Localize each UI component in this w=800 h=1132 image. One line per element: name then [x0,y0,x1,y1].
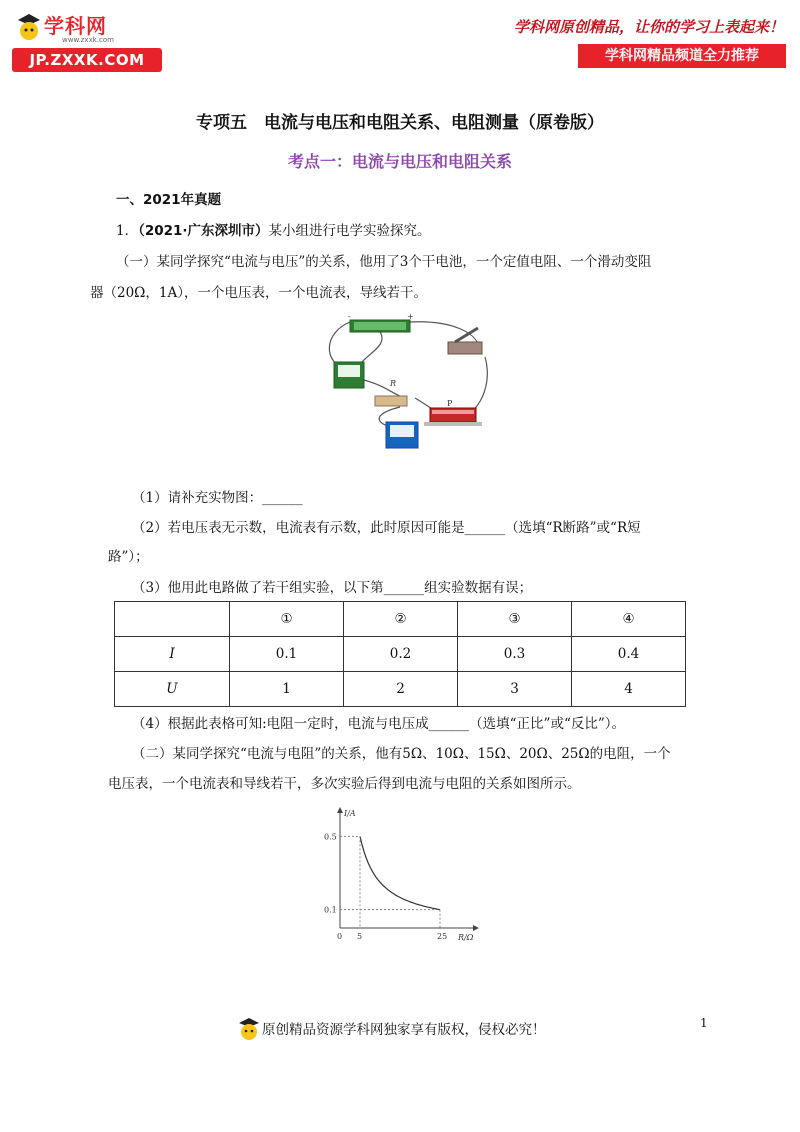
table-cell: 0.2 [344,637,458,672]
part-2-line-1: （二）某同学探究“电流与电阻”的关系，他有5Ω、10Ω、15Ω、20Ω、25Ω的电阻，一个 [132,746,671,762]
question-number: 1． [116,223,139,239]
question-1-2-line-2: 路”）； [108,549,149,565]
battery-plus-label: + [407,312,414,321]
table-cell: 2 [344,672,458,707]
part-1-line-2: 器（20Ω，1A），一个电压表，一个电流表，导线若干。 [90,285,427,301]
x-tick-label: 25 [437,932,448,941]
x-tick-label: 0 [337,932,343,941]
resistor-icon [375,379,407,406]
mascot-icon [238,1016,260,1042]
ammeter-icon [386,422,418,448]
table-cell: 4 [572,672,686,707]
table-header-cell: ② [344,602,458,637]
footer-mascot [238,1016,260,1046]
table-cell: 0.1 [230,637,344,672]
y-axis-label: I/A [344,809,356,818]
table-cell: 0.4 [572,637,686,672]
header-slogan: 学科网原创精品，让你的学习上表起来！ [513,18,784,36]
part-1-line-1: （一）某同学探究“电流与电压”的关系，他用了3个干电池，一个定值电阻、一个滑动变阻 [116,254,652,270]
circuit-diagram [320,312,496,456]
table-header-cell: ① [230,602,344,637]
table-header-row [115,602,686,637]
section-heading: 一、2021年真题 [116,192,222,208]
battery-minus-label: - [348,312,351,321]
data-table [114,601,686,707]
table-row [115,672,686,707]
x-tick-label: 5 [357,932,363,941]
table-cell: 1 [230,672,344,707]
table-cell: 3 [458,672,572,707]
logo [12,10,162,72]
table-header-cell [115,602,230,637]
table-cell: 0.3 [458,637,572,672]
table-header-cell: ④ [572,602,686,637]
question-1-2-line-1: （2）若电压表无示数，电流表有示数，此时原因可能是______（选填“R断路”或“R短 [132,520,641,536]
page-number: 1 [700,1016,708,1030]
resistor-label: R [390,379,397,388]
section-subtitle: 考点一：电流与电压和电阻关系 [287,152,512,171]
question-text: 某小组进行电学实验探究。 [268,223,431,239]
question-1-stem [116,221,431,241]
footer-copyright: 原创精品资源学科网独家享有版权，侵权必究！ [262,1022,546,1038]
question-1-4: （4）根据此表格可知:电阻一定时，电流与电压成______（选填“正比”或“反比”）。 [132,716,625,732]
question-source: （2021·广东深圳市） [138,223,269,239]
header-channel-banner: 学科网精品频道全力推荐 [578,44,786,68]
question-1-1: （1）请补充实物图：______ [132,490,303,506]
x-axis-label: R/Ω [458,933,474,942]
logo-subtext: www.zxxk.com [62,36,114,44]
table-row [115,637,686,672]
current-curve [360,836,440,909]
mascot-icon [16,12,42,44]
logo-url[interactable]: JP.ZXXK.COM [12,48,162,72]
table-row-label: U [115,672,230,707]
table-row-label: I [115,637,230,672]
rheostat-icon [424,399,482,426]
voltmeter-icon [334,362,364,388]
question-1-3: （3）他用此电路做了若干组实验，以下第______组实验数据有误； [132,580,533,596]
table-header-cell: ③ [458,602,572,637]
current-resistance-chart [318,802,490,946]
logo-text: 学科网 [44,14,107,38]
y-tick-label: 0.5 [324,832,337,842]
part-2-line-2: 电压表，一个电流表和导线若干，多次实验后得到电流与电阻的关系如图所示。 [108,776,581,792]
battery-icon [348,312,414,332]
y-tick-label: 0.1 [324,905,337,915]
page-title: 专项五 电流与电压和电阻关系、电阻测量（原卷版） [196,113,604,133]
slider-label: P [447,399,453,408]
